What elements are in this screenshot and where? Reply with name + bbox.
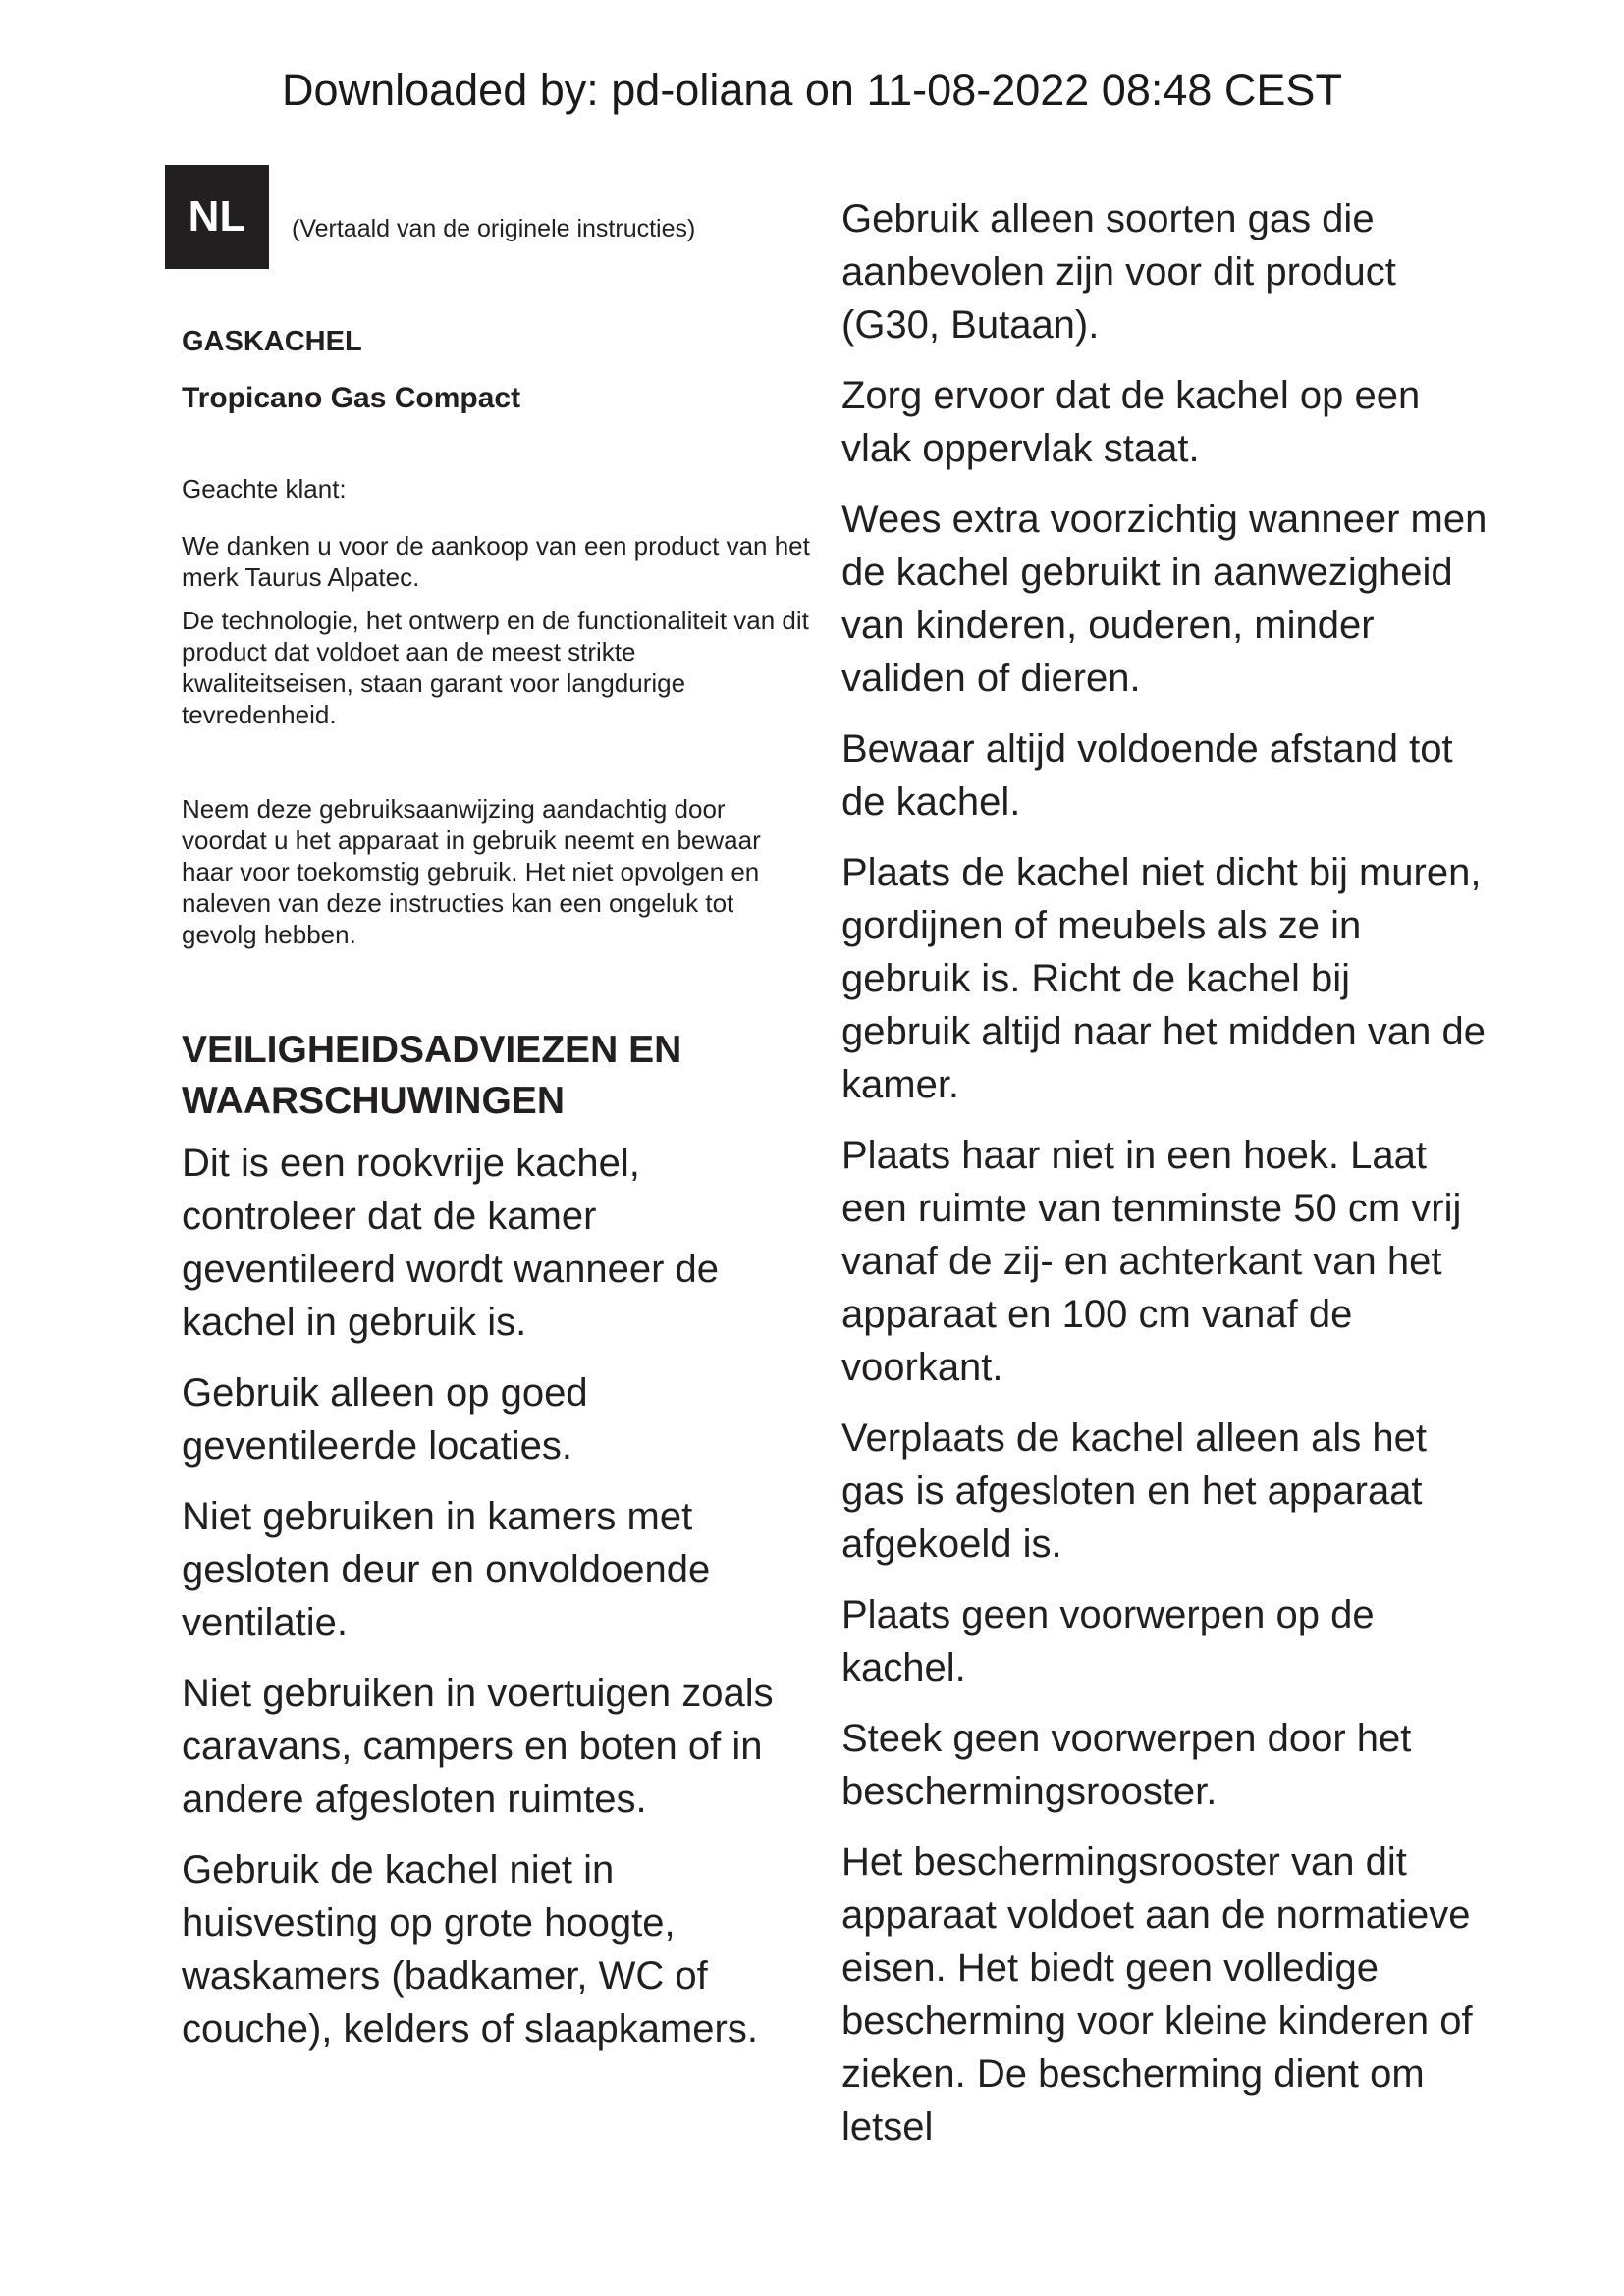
left-column [182,324,810,2073]
greeting: Geachte klant: [182,474,347,504]
safety-item: Wees extra voorzichtig wanneer men de kachel gebruikt in aanwezigheid van kinderen, ouderen, minder validen of dieren. [841,498,1488,700]
safety-item: Gebruik alleen op goed geventileerde locaties. [182,1371,588,1468]
translation-note: (Vertaald van de originele instructies) [292,215,696,242]
safety-item: Niet gebruiken in kamers met gesloten deur en onvoldoende ventilatie. [182,1495,711,1644]
intro-paragraph: De technologie, het ontwerp en de functionaliteit van dit product dat voldoet aan de meest strikte kwaliteitseisen, staan garant voor langdurige tevredenheid. [182,606,809,729]
product-type: GASKACHEL [182,326,362,357]
intro-paragraph: We danken u voor de aankoop van een product van het merk Taurus Alpatec. [182,531,810,592]
safety-item: Gebruik de kachel niet in huisvesting op grote hoogte, waskamers (badkamer, WC of couche), kelders of slaapkamers. [182,1848,758,2051]
safety-item: Het beschermingsrooster van dit apparaat voldoet aan de normatieve eisen. Het biedt geen volledige bescherming voor kleine kinderen of zieken. De bescherming dient om letsel [841,1841,1473,2149]
language-badge: NL [165,165,269,269]
safety-item: Niet gebruiken in voertuigen zoals caravans, campers en boten of in andere afgesloten ruimtes. [182,1672,774,1821]
safety-item: Plaats de kachel niet dicht bij muren, gordijnen of meubels als ze in gebruik is. Richt de kachel bij gebruik altijd naar het midden van de kamer. [841,851,1486,1106]
intro-paragraph: Neem deze gebruiksaanwijzing aandachtig door voordat u het apparaat in gebruik neemt en bewaar haar voor toekomstig gebruik. Het niet opvolgen en naleven van deze instructies kan een ongeluk tot gevolg hebben. [182,794,761,949]
safety-item: Verplaats de kachel alleen als het gas is afgesloten en het apparaat afgekoeld is. [841,1416,1427,1566]
safety-item: Dit is een rookvrije kachel, controleer dat de kamer geventileerd wordt wanneer de kachel in gebruik is. [182,1142,720,1344]
safety-item: Bewaar altijd voldoende afstand tot de kachel. [841,727,1453,824]
safety-item: Plaats haar niet in een hoek. Laat een ruimte van tenminste 50 cm vrij vanaf de zij- en achterkant van het apparaat en 100 cm vanaf de voorkant. [841,1134,1462,1389]
section-heading: VEILIGHEIDSADVIEZEN EN WAARSCHUWINGEN [182,1029,682,1122]
safety-item: Gebruik alleen soorten gas die aanbevolen zijn voor dit product (G30, Butaan). [841,197,1396,347]
safety-item: Zorg ervoor dat de kachel op een vlak oppervlak staat. [841,374,1421,470]
safety-item: Plaats geen voorwerpen op de kachel. [841,1593,1375,1689]
right-column [841,192,1489,2171]
product-name: Tropicano Gas Compact [182,382,521,414]
safety-item: Steek geen voorwerpen door het beschermingsrooster. [841,1717,1412,1813]
download-stamp: Downloaded by: pd-oliana on 11-08-2022 08:48 CEST [282,65,1342,115]
